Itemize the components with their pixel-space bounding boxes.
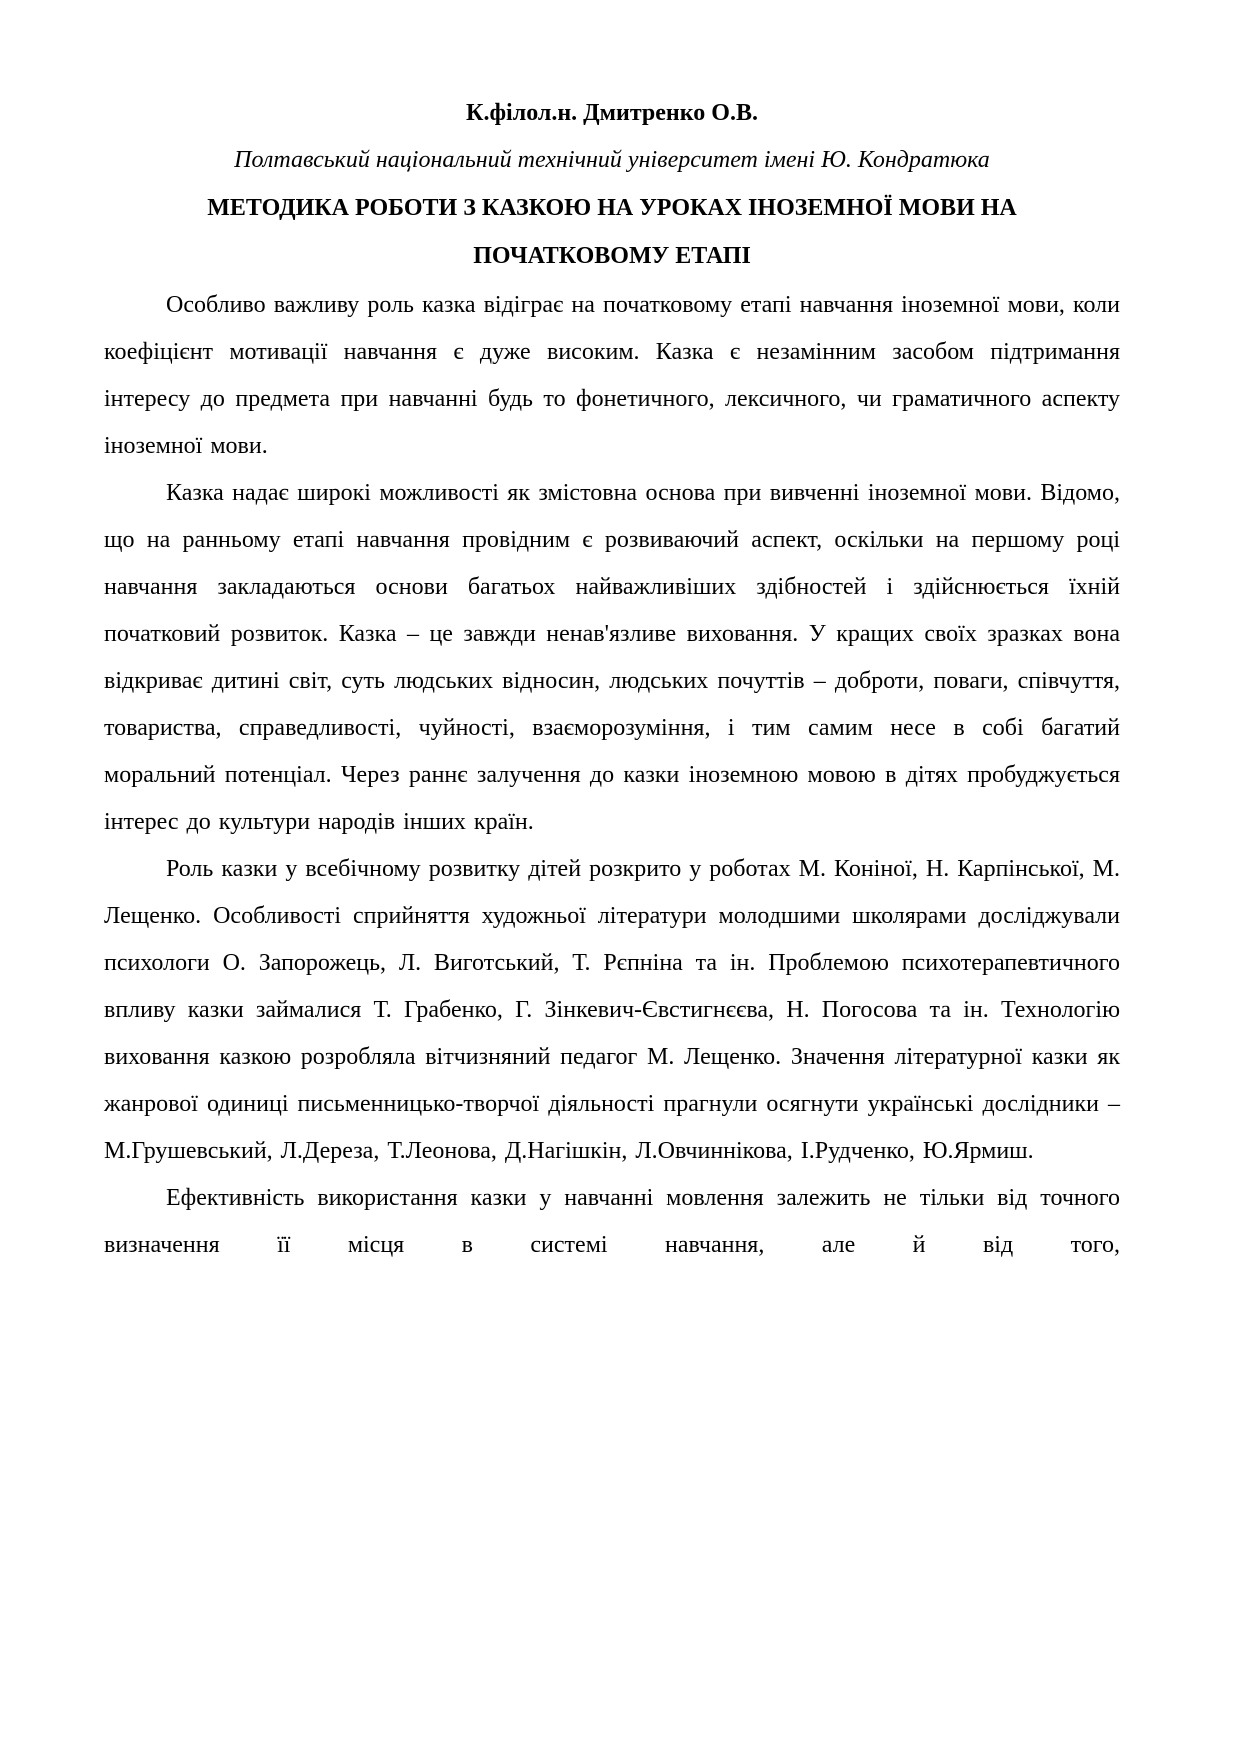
paragraph-3: Роль казки у всебічному розвитку дітей розкрито у роботах М. Коніної, Н. Карпінської, М. Лещенко. Особливості сприйняття художньої літератури молодшими школярами досліджували психологи О. Запорожець, Л. Виготський, Т. Рєпніна та ін. Проблемою психотерапевтичного впливу казки займалися Т. Грабенко, Г. Зінкевич-Євстигнєєва, Н. Погосова та ін. Технологію виховання казкою розробляла вітчизняний педагог М. Лещенко. Значення літературної казки як жанрової одиниці письменницько-творчої діяльності прагнули осягнути українські дослідники – М.Грушевський, Л.Дереза, Т.Леонова, Д.Нагішкін, Л.Овчиннікова, І.Рудченко, Ю.Ярмиш. [104, 856, 1120, 1164]
document-title-line-2: ПОЧАТКОВОМУ ЕТАПІ [473, 243, 751, 269]
document-title-line-1: МЕТОДИКА РОБОТИ З КАЗКОЮ НА УРОКАХ ІНОЗЕМНОЇ МОВИ НА [207, 195, 1017, 221]
document-body [104, 282, 1120, 1269]
paragraph-1: Особливо важливу роль казка відіграє на початковому етапі навчання іноземної мови, коли коефіцієнт мотивації навчання є дуже високим. Казка є незамінним засобом підтримання інтересу до предмета при навчанні будь то фонетичного, лексичного, чи граматичного аспекту іноземної мови. [104, 292, 1120, 459]
affiliation-line: Полтавський національний технічний університет імені Ю. Кондратюка [234, 147, 990, 173]
paragraph-4: Ефективність використання казки у навчанні мовлення залежить не тільки від точного визначення її місця в системі навчання, але й від того, [104, 1185, 1120, 1258]
document-header [104, 90, 1120, 280]
paragraph-2: Казка надає широкі можливості як змістовна основа при вивченні іноземної мови. Відомо, що на ранньому етапі навчання провідним є розвиваючий аспект, оскільки на першому році навчання закладаються основи багатьох найважливіших здібностей і здійснюється їхній початковий розвиток. Казка – це завжди ненав'язливе виховання. У кращих своїх зразках вона відкриває дитині світ, суть людських відносин, людських почуттів – доброти, поваги, співчуття, товариства, справедливості, чуйності, взаєморозуміння, і тим самим несе в собі багатий моральний потенціал. Через раннє залучення до казки іноземною мовою в дітях пробуджується інтерес до культури народів інших країн. [104, 480, 1120, 835]
author-line: К.філол.н. Дмитренко О.В. [466, 100, 758, 126]
